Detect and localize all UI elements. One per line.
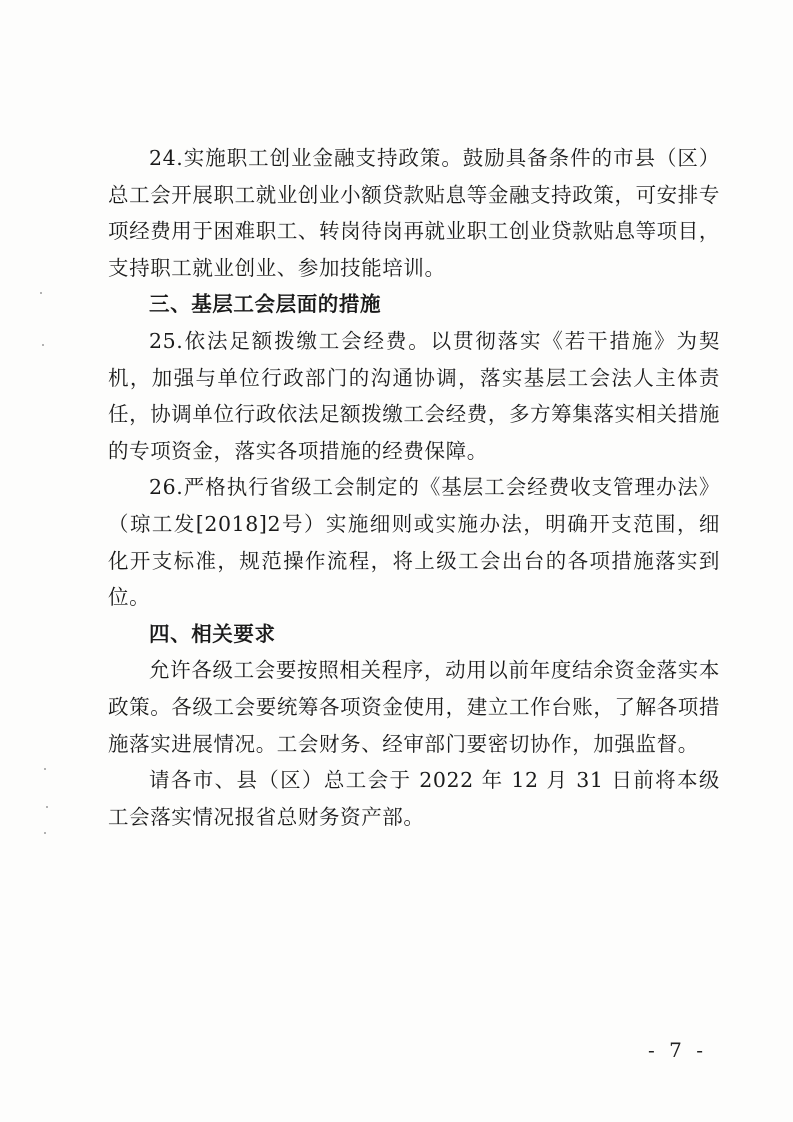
paragraph-requirements: 允许各级工会要按照相关程序，动用以前年度结余资金落实本政策。各级工会要统筹各项资金使用，建立工作台账，了解各项措施落实进展情况。工会财务、经审部门要密切协作，加强监督。 [108,658,720,756]
scan-speck [44,832,46,834]
page-number: - 7 - [648,1038,707,1062]
scan-speck [40,292,42,294]
section-heading-3: 三、基层工会层面的措施 [149,292,382,317]
scan-speck [46,806,48,808]
paragraph-deadline: 请各市、县（区）总工会于 2022 年 12 月 31 日前将本级工会落实情况报省总财务资产部。 [108,768,720,829]
section-heading-4: 四、相关要求 [149,621,276,646]
paragraph-24: 24.实施职工创业金融支持政策。鼓励具备条件的市县（区）总工会开展职工就业创业小额贷款贴息等金融支持政策，可安排专项经费用于困难职工、转岗待岗再就业职工创业贷款贴息等项目，支持职工就业创业、参加技能培训。 [108,146,720,280]
scan-speck [42,344,44,346]
paragraph-25: 25.依法足额拨缴工会经费。以贯彻落实《若干措施》为契机，加强与单位行政部门的沟通协调，落实基层工会法人主体责任，协调单位行政依法足额拨缴工会经费，多方筹集落实相关措施的专项资金，落实各项措施的经费保障。 [108,328,720,463]
paragraph-26: 26.严格执行省级工会制定的《基层工会经费收支管理办法》（琼工发[2018]2号）实施细则或实施办法，明确开支范围，细化开支标准，规范操作流程，将上级工会出台的各项措施落实到位。 [108,475,720,610]
scan-speck [44,768,46,770]
document-body [108,140,720,835]
